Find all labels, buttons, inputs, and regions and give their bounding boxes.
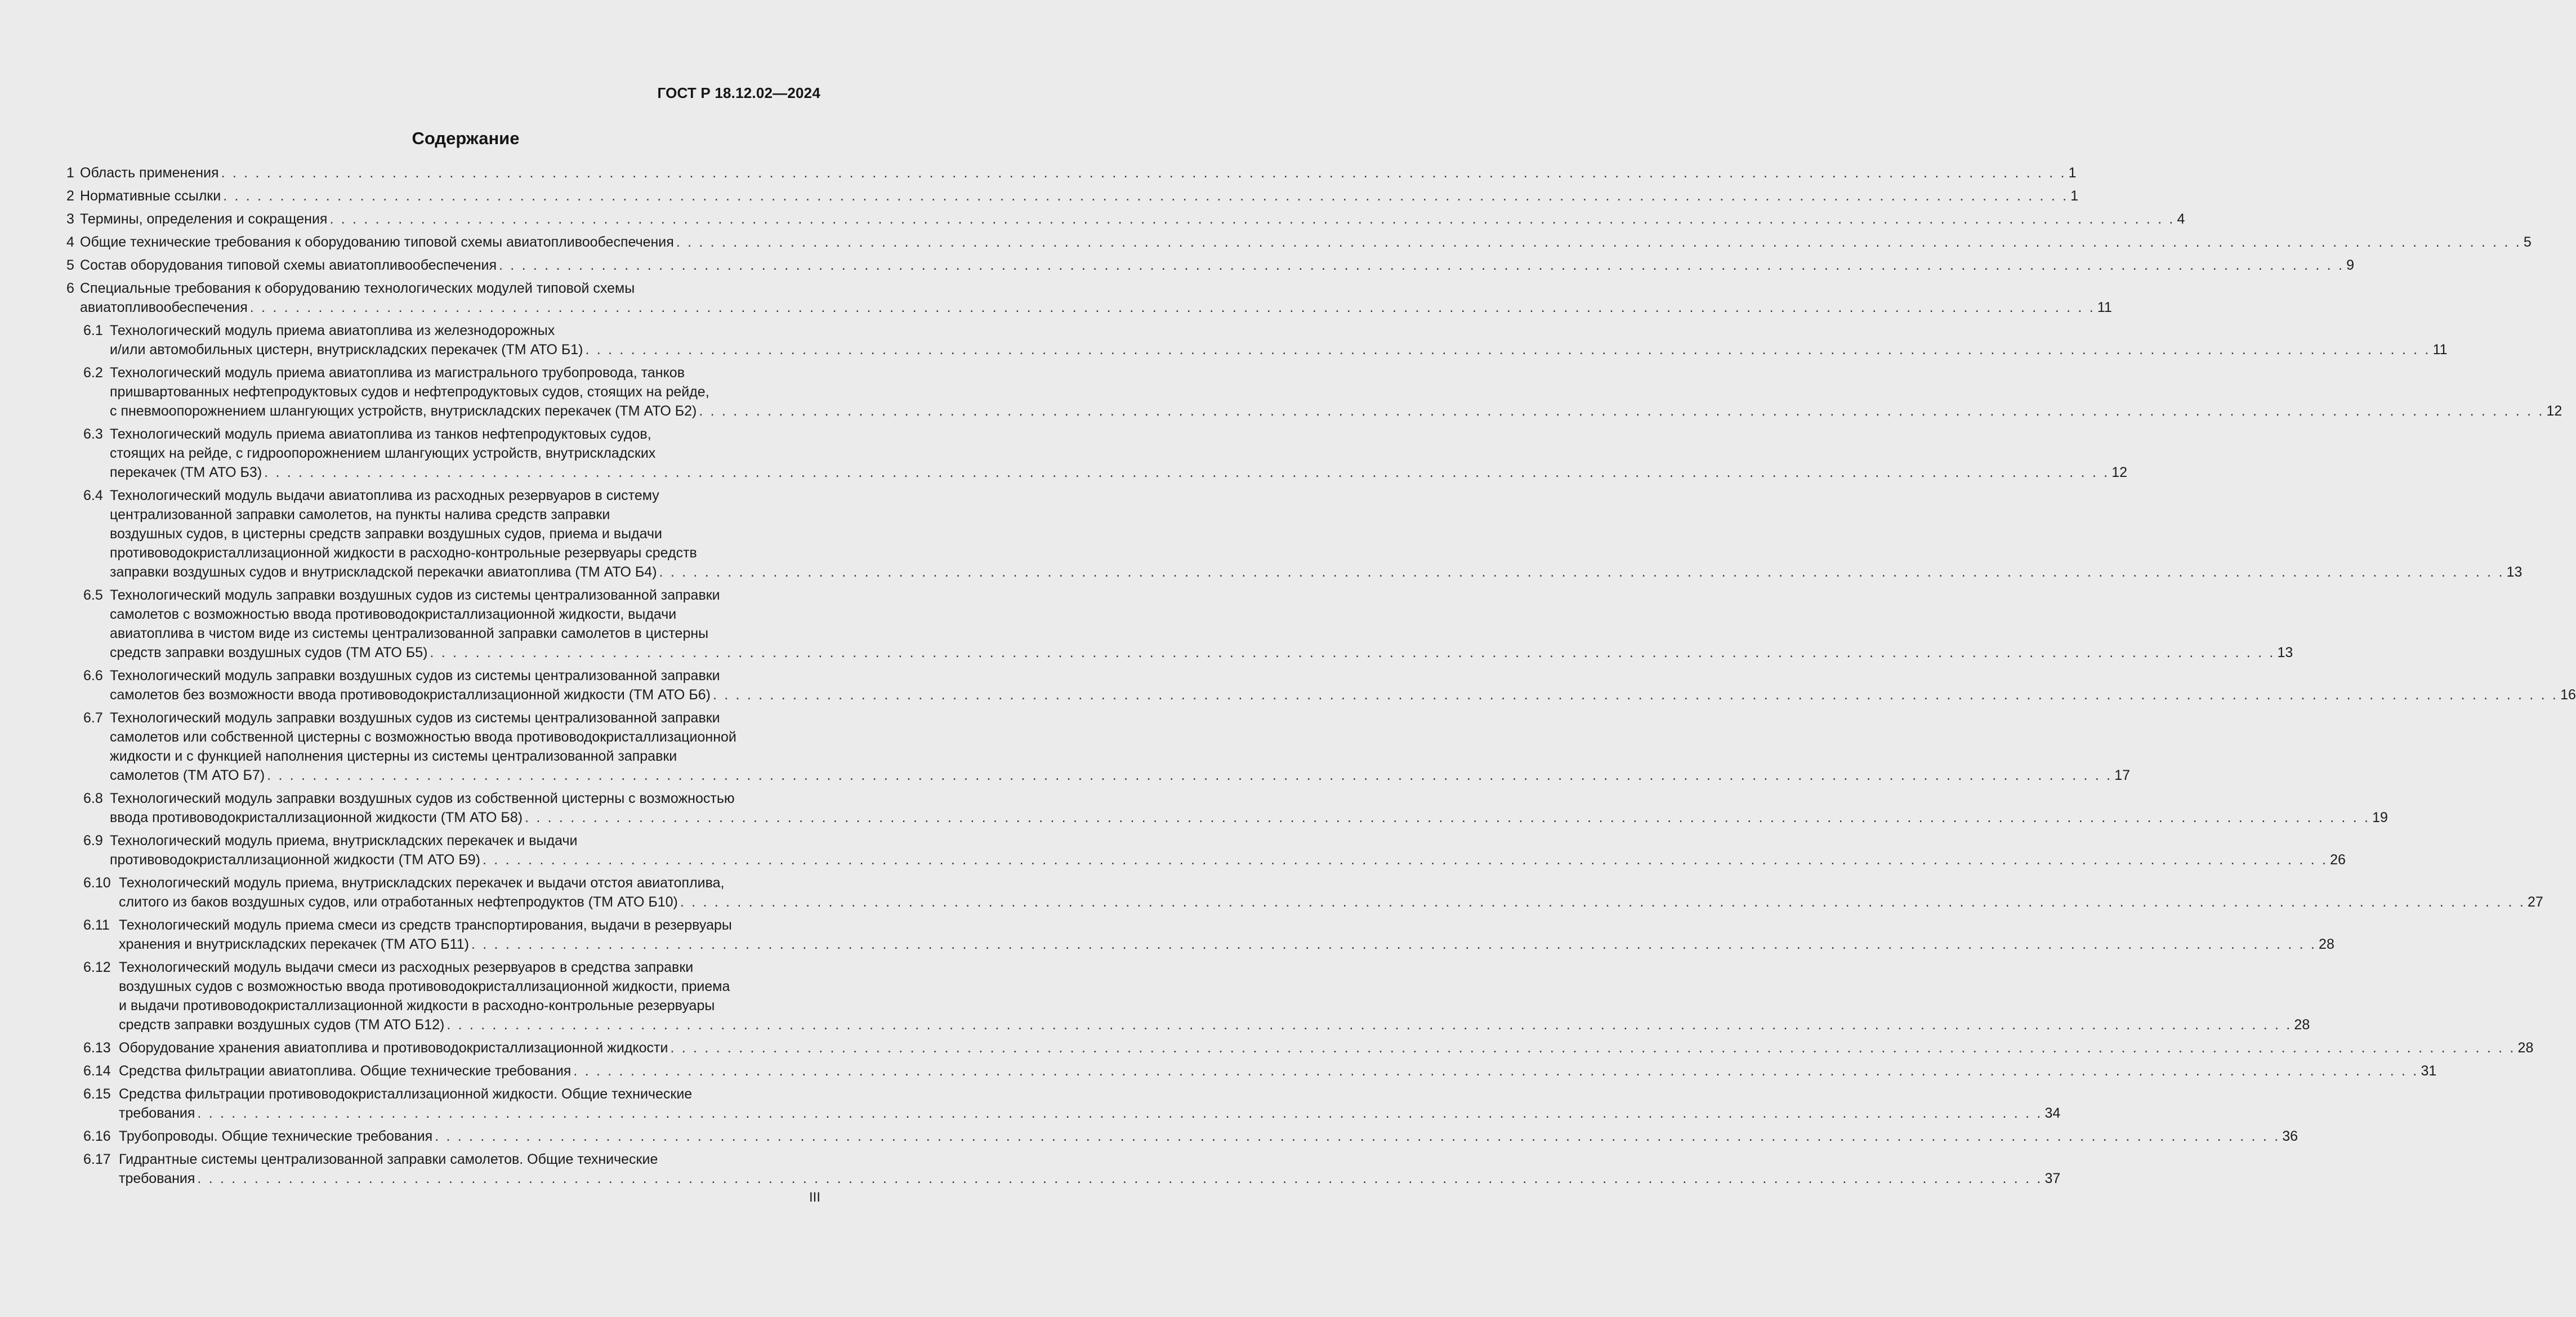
toc-entry-text: самолетов (ТМ АТО Б7)	[110, 767, 265, 783]
toc-entry-number: 6.4	[83, 488, 103, 503]
toc-entry-page[interactable]: 34	[2044, 1105, 2061, 1121]
toc-entry-text: противоводокристаллизационной жидкости в расходно-контрольные резервуары средств	[110, 545, 697, 561]
toc-entry-text: самолетов или собственной цистерны с возможностью ввода противоводокристаллизационной	[110, 729, 736, 745]
page-number: III	[809, 1190, 820, 1205]
toc-entry-page[interactable]: 5	[2523, 234, 2532, 250]
toc-entry-page[interactable]: 37	[2044, 1171, 2061, 1186]
toc-entry-page[interactable]: 17	[2114, 767, 2131, 783]
toc-entry-text: Специальные требования к оборудованию технологических модулей типовой схемы	[80, 280, 635, 296]
toc-entry-page[interactable]: 27	[2527, 894, 2543, 910]
toc-entry-text: средств заправки воздушных судов (ТМ АТО Б5)	[110, 645, 428, 660]
document-code: ГОСТ Р 18.12.02—2024	[657, 84, 820, 101]
toc-entry[interactable]	[66, 916, 2334, 954]
toc-entry-page[interactable]: 19	[2372, 810, 2388, 825]
dot-leader	[223, 186, 2068, 206]
toc-entry-text: Состав оборудования типовой схемы авиатопливообеспечения	[80, 257, 497, 273]
toc-entry[interactable]	[66, 1150, 2061, 1188]
toc-entry[interactable]	[66, 233, 2532, 252]
toc-entry-page[interactable]: 28	[2294, 1017, 2310, 1033]
toc-entry-page[interactable]: 1	[2070, 188, 2079, 204]
toc-entry[interactable]	[66, 1061, 2437, 1081]
toc-entry[interactable]	[66, 1038, 2534, 1057]
toc-entry-number: 6.14	[83, 1063, 111, 1079]
toc-entry-text: Технологический модуль приема, внутрискладских перекачек и выдачи отстоя авиатоплива,	[119, 875, 725, 891]
toc-entry-number: 6.16	[83, 1128, 111, 1144]
dot-leader	[670, 1038, 2515, 1057]
toc-entry-text: перекачек (ТМ АТО Б3)	[110, 465, 262, 480]
toc-entry[interactable]	[66, 279, 2112, 317]
toc-entry-text: хранения и внутрискладских перекачек (ТМ АТО Б11)	[119, 936, 469, 952]
toc-entry-text: Область применения	[80, 165, 219, 181]
toc-entry[interactable]	[66, 425, 2128, 482]
dot-leader	[659, 562, 2504, 582]
toc-entry-text: Гидрантные системы централизованной заправки самолетов. Общие технические	[119, 1151, 658, 1167]
toc-entry-text: Термины, определения и сокращения	[80, 211, 328, 227]
dot-leader	[676, 233, 2521, 252]
toc-entry-page[interactable]: 36	[2282, 1128, 2298, 1144]
toc-entry-number: 6.5	[83, 587, 103, 603]
toc-entry-text: с пневмоопорожнением шлангующих устройств, внутрискладских перекачек (ТМ АТО Б2)	[110, 403, 697, 419]
toc-entry[interactable]	[66, 321, 2448, 359]
toc-entry-text: Трубопроводы. Общие технические требования	[119, 1128, 433, 1144]
page-title: Содержание	[412, 128, 520, 148]
toc-entry-text: слитого из баков воздушных судов, или отработанных нефтепродуктов (ТМ АТО Б10)	[119, 894, 678, 910]
toc-entry-text: Технологический модуль приема авиатоплива из магистрального трубопровода, танков	[110, 365, 685, 381]
dot-leader	[499, 256, 2344, 275]
dot-leader	[585, 340, 2430, 359]
toc-entry[interactable]	[66, 209, 2185, 229]
toc-entry-text: пришвартованных нефтепродуктовых судов и нефтепродуктовых судов, стоящих на рейде,	[110, 384, 709, 400]
table-of-contents	[66, 163, 2576, 1192]
toc-entry-number: 6.17	[83, 1151, 111, 1167]
toc-entry-page[interactable]: 28	[2517, 1040, 2534, 1056]
toc-entry[interactable]	[66, 1127, 2298, 1146]
toc-entry[interactable]	[66, 708, 2131, 785]
toc-entry[interactable]	[66, 586, 2293, 662]
toc-entry-number: 6.1	[83, 323, 103, 338]
toc-entry-number: 6.3	[83, 426, 103, 442]
toc-entry-text: Средства фильтрации авиатоплива. Общие технические требования	[119, 1063, 572, 1079]
toc-entry-text: Средства фильтрации противоводокристаллизационной жидкости. Общие технические	[119, 1086, 693, 1102]
toc-entry-text: Технологический модуль приема, внутрискладских перекачек и выдачи	[110, 833, 578, 849]
toc-entry[interactable]	[66, 666, 2576, 704]
dot-leader	[525, 808, 2370, 827]
toc-entry-text: Технологический модуль приема авиатоплива из танков нефтепродуктовых судов,	[110, 426, 651, 442]
dot-leader	[680, 892, 2525, 912]
toc-entry-text: и выдачи противоводокристаллизационной жидкости в расходно-контрольные резервуары	[119, 998, 715, 1014]
dot-leader	[713, 685, 2558, 704]
toc-entry-text: противоводокристаллизационной жидкости (ТМ АТО Б9)	[110, 852, 480, 868]
toc-entry-text: ввода противоводокристаллизационной жидкости (ТМ АТО Б8)	[110, 810, 523, 825]
toc-entry-number: 6.6	[83, 668, 103, 684]
dot-leader	[471, 935, 2316, 954]
dot-leader	[197, 1104, 2042, 1123]
toc-entry-page[interactable]: 12	[2546, 403, 2562, 419]
toc-entry-number: 6.7	[83, 710, 103, 726]
toc-entry-text: воздушных судов, в цистерны средств заправки воздушных судов, приема и выдачи	[110, 526, 662, 542]
toc-entry-text: Общие технические требования к оборудованию типовой схемы авиатопливообеспечения	[80, 234, 674, 250]
toc-entry-page[interactable]: 12	[2111, 465, 2128, 480]
toc-entry[interactable]	[66, 789, 2388, 827]
toc-entry-text: требования	[119, 1105, 195, 1121]
toc-entry-text: и/или автомобильных цистерн, внутрискладских перекачек (ТМ АТО Б1)	[110, 342, 583, 358]
toc-entry-number: 6.9	[83, 833, 103, 849]
toc-entry[interactable]	[66, 163, 2077, 182]
toc-entry-text: Технологический модуль выдачи авиатоплива из расходных резервуаров в систему	[110, 488, 659, 503]
toc-entry-text: самолетов с возможностью ввода противоводокристаллизационной жидкости, выдачи	[110, 606, 677, 622]
toc-entry-text: воздушных судов с возможностью ввода противоводокристаллизационной жидкости, приема	[119, 979, 730, 994]
toc-entry-text: заправки воздушных судов и внутрискладской перекачки авиатоплива (ТМ АТО Б4)	[110, 564, 657, 580]
dot-leader	[267, 766, 2112, 785]
toc-entry-number: 2	[66, 188, 74, 204]
toc-entry-number: 6.8	[83, 791, 103, 806]
toc-entry-number: 1	[66, 165, 74, 181]
toc-entry[interactable]	[66, 486, 2523, 582]
toc-entry[interactable]	[66, 363, 2562, 421]
dot-leader	[250, 298, 2095, 317]
toc-entry-page[interactable]: 11	[2432, 342, 2448, 358]
toc-entry-text: Технологический модуль заправки воздушных судов из системы централизованной заправки	[110, 668, 720, 684]
toc-entry-number: 5	[66, 257, 74, 273]
toc-entry-text: Технологический модуль приема смеси из средств транспортирования, выдачи в резервуары	[119, 917, 732, 933]
toc-entry[interactable]	[66, 1084, 2061, 1123]
toc-entry-text: Технологический модуль выдачи смеси из расходных резервуаров в средства заправки	[119, 959, 694, 975]
toc-entry-text: Технологический модуль приема авиатоплива из железнодорожных	[110, 323, 555, 338]
toc-entry-page[interactable]: 13	[2277, 645, 2293, 660]
toc-entry-page[interactable]: 9	[2346, 257, 2354, 273]
dot-leader	[329, 209, 2175, 229]
dot-leader	[483, 850, 2328, 869]
toc-entry-page[interactable]: 11	[2097, 300, 2112, 315]
toc-entry-page[interactable]: 28	[2319, 936, 2334, 952]
toc-entry-number: 3	[66, 211, 74, 227]
toc-entry[interactable]	[66, 256, 2354, 275]
toc-entry-page[interactable]: 13	[2506, 564, 2523, 580]
toc-entry-text: авиатопливообеспечения	[80, 300, 248, 315]
toc-entry-text: централизованной заправки самолетов, на пункты налива средств заправки	[110, 507, 610, 523]
dot-leader	[430, 643, 2275, 662]
toc-entry-text: Технологический модуль заправки воздушных судов из системы централизованной заправки	[110, 587, 720, 603]
toc-entry-text: Оборудование хранения авиатоплива и противоводокристаллизационной жидкости	[119, 1040, 668, 1056]
toc-entry-text: Нормативные ссылки	[80, 188, 221, 204]
toc-entry-page[interactable]: 16	[2560, 687, 2576, 703]
toc-entry-number: 6.13	[83, 1040, 111, 1056]
toc-entry-number: 6	[66, 280, 74, 296]
dot-leader	[447, 1015, 2292, 1034]
toc-entry-number: 6.12	[83, 959, 111, 975]
toc-entry-number: 6.11	[83, 917, 110, 933]
toc-entry-number: 6.15	[83, 1086, 111, 1102]
toc-entry-text: средств заправки воздушных судов (ТМ АТО Б12)	[119, 1017, 445, 1033]
dot-leader	[197, 1169, 2042, 1188]
toc-entry-text: требования	[119, 1171, 195, 1186]
dot-leader	[221, 163, 2066, 182]
toc-entry[interactable]	[66, 831, 2346, 869]
toc-entry-number: 4	[66, 234, 74, 250]
toc-entry-text: жидкости и с функцией наполнения цистерны из системы централизованной заправки	[110, 748, 677, 764]
dot-leader	[699, 401, 2544, 421]
toc-entry-text: авиатоплива в чистом виде из системы централизованной заправки самолетов в цистерны	[110, 626, 709, 641]
dot-leader	[264, 463, 2109, 482]
toc-entry-text: Технологический модуль заправки воздушных судов из собственной цистерны с возможностью	[110, 791, 735, 806]
toc-entry-page[interactable]: 1	[2068, 165, 2077, 181]
toc-entry-text: самолетов без возможности ввода противоводокристаллизационной жидкости (ТМ АТО Б6)	[110, 687, 711, 703]
toc-entry[interactable]	[66, 873, 2543, 912]
toc-entry-number: 6.10	[83, 875, 111, 891]
toc-entry-page[interactable]: 4	[2177, 211, 2185, 227]
toc-entry-number: 6.2	[83, 365, 103, 381]
toc-entry[interactable]	[66, 186, 2079, 206]
toc-entry-text: Технологический модуль заправки воздушных судов из системы централизованной заправки	[110, 710, 720, 726]
toc-entry-page[interactable]: 31	[2421, 1063, 2437, 1079]
toc-entry-text: стоящих на рейде, с гидроопорожнением шлангующих устройств, внутрискладских	[110, 445, 656, 461]
dot-leader	[435, 1127, 2280, 1146]
toc-entry[interactable]	[66, 958, 2310, 1034]
dot-leader	[573, 1061, 2418, 1081]
toc-entry-page[interactable]: 26	[2330, 852, 2346, 868]
